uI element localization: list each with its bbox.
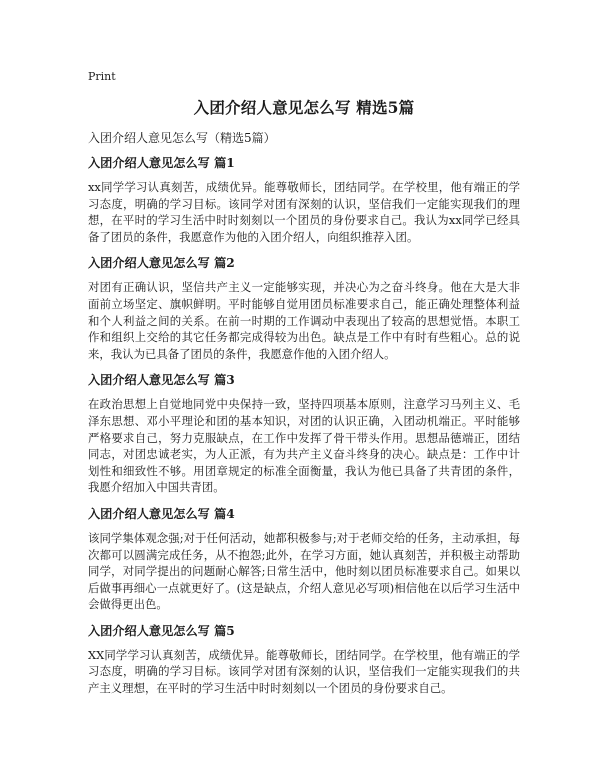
- section-1: [88, 155, 520, 245]
- section-heading: 入团介绍人意见怎么写 篇3: [88, 373, 235, 388]
- section-heading: 入团介绍人意见怎么写 篇1: [88, 156, 235, 170]
- section-5: [88, 623, 520, 697]
- section-3: [88, 372, 520, 496]
- section-2: [88, 255, 520, 362]
- print-label[interactable]: Print: [88, 70, 116, 83]
- section-heading: 入团介绍人意见怎么写 篇4: [88, 506, 235, 521]
- document-page: [88, 70, 520, 707]
- section-body: 在政治思想上自觉地同党中央保持一致，坚持四项基本原则，注意学习马列主义、毛泽东思想、邓小平理论和团的基本知识，对团的认识正确，入团动机端正。平时能够严格要求自己，努力克服缺点，在工作中发挥了骨干带头作用。思想品德端正，团结同志，对团忠诚老实，为人正派，有为共产主义奋斗终身的决心。缺点是：工作中计划性和细致性不够。用团章规定的标准全面衡量，我认为他已具备了共青团的条件，我愿介绍加入中国共青团。: [88, 397, 520, 495]
- page-title: 入团介绍人意见怎么写 精选5篇: [193, 98, 415, 117]
- section-body: 对团有正确认识，坚信共产主义一定能够实现，并决心为之奋斗终身。他在大是大非面前立场坚定、旗帜鲜明。平时能够自觉用团员标准要求自己，能正确处理整体利益和个人利益之间的关系。在前一时期的工作调动中表现出了较高的思想觉悟。本职工作和组织上交给的其它任务都完成得较为出色。缺点是工作中有时有些粗心。总的说来，我认为已具备了团员的条件，我愿意作他的入团介绍人。: [88, 280, 520, 361]
- section-4: [88, 506, 520, 613]
- section-heading: 入团介绍人意见怎么写 篇2: [88, 256, 235, 271]
- section-body: xx同学学习认真刻苦，成绩优异。能尊敬师长，团结同学。在学校里，他有端正的学习态度，明确的学习目标。该同学对团有深刻的认识，坚信我们一定能实现我们的理想，在平时的学习生活中时时刻刻以一个团员的身份要求自己。我认为xx同学已经具备了团员的条件，我愿意作为他的入团介绍人，向组织推荐入团。: [88, 180, 520, 244]
- section-body: 该同学集体观念强;对于任何活动，她都积极参与;对于老师交给的任务，主动承担，每次都可以圆满完成任务，从不抱怨;此外，在学习方面，她认真刻苦，并积极主动帮助同学，对同学提出的问题耐心解答;日常生活中，他时刻以团员标准要求自己。如果以后做事再细心一点就更好了。(这是缺点，介绍人意见必写项)相信他在以后学习生活中会做得更出色。: [88, 530, 520, 612]
- section-heading: 入团介绍人意见怎么写 篇5: [88, 623, 235, 638]
- section-body: XX同学学习认真刻苦，成绩优异。能尊敬师长，团结同学。在学校里，他有端正的学习态度，明确的学习目标。该同学对团有深刻的认识，坚信我们一定能实现我们的共产主义理想，在平时的学习生活中时时刻刻以一个团员的身份要求自己。: [88, 647, 520, 696]
- page-subtitle: 入团介绍人意见怎么写（精选5篇）: [88, 131, 276, 145]
